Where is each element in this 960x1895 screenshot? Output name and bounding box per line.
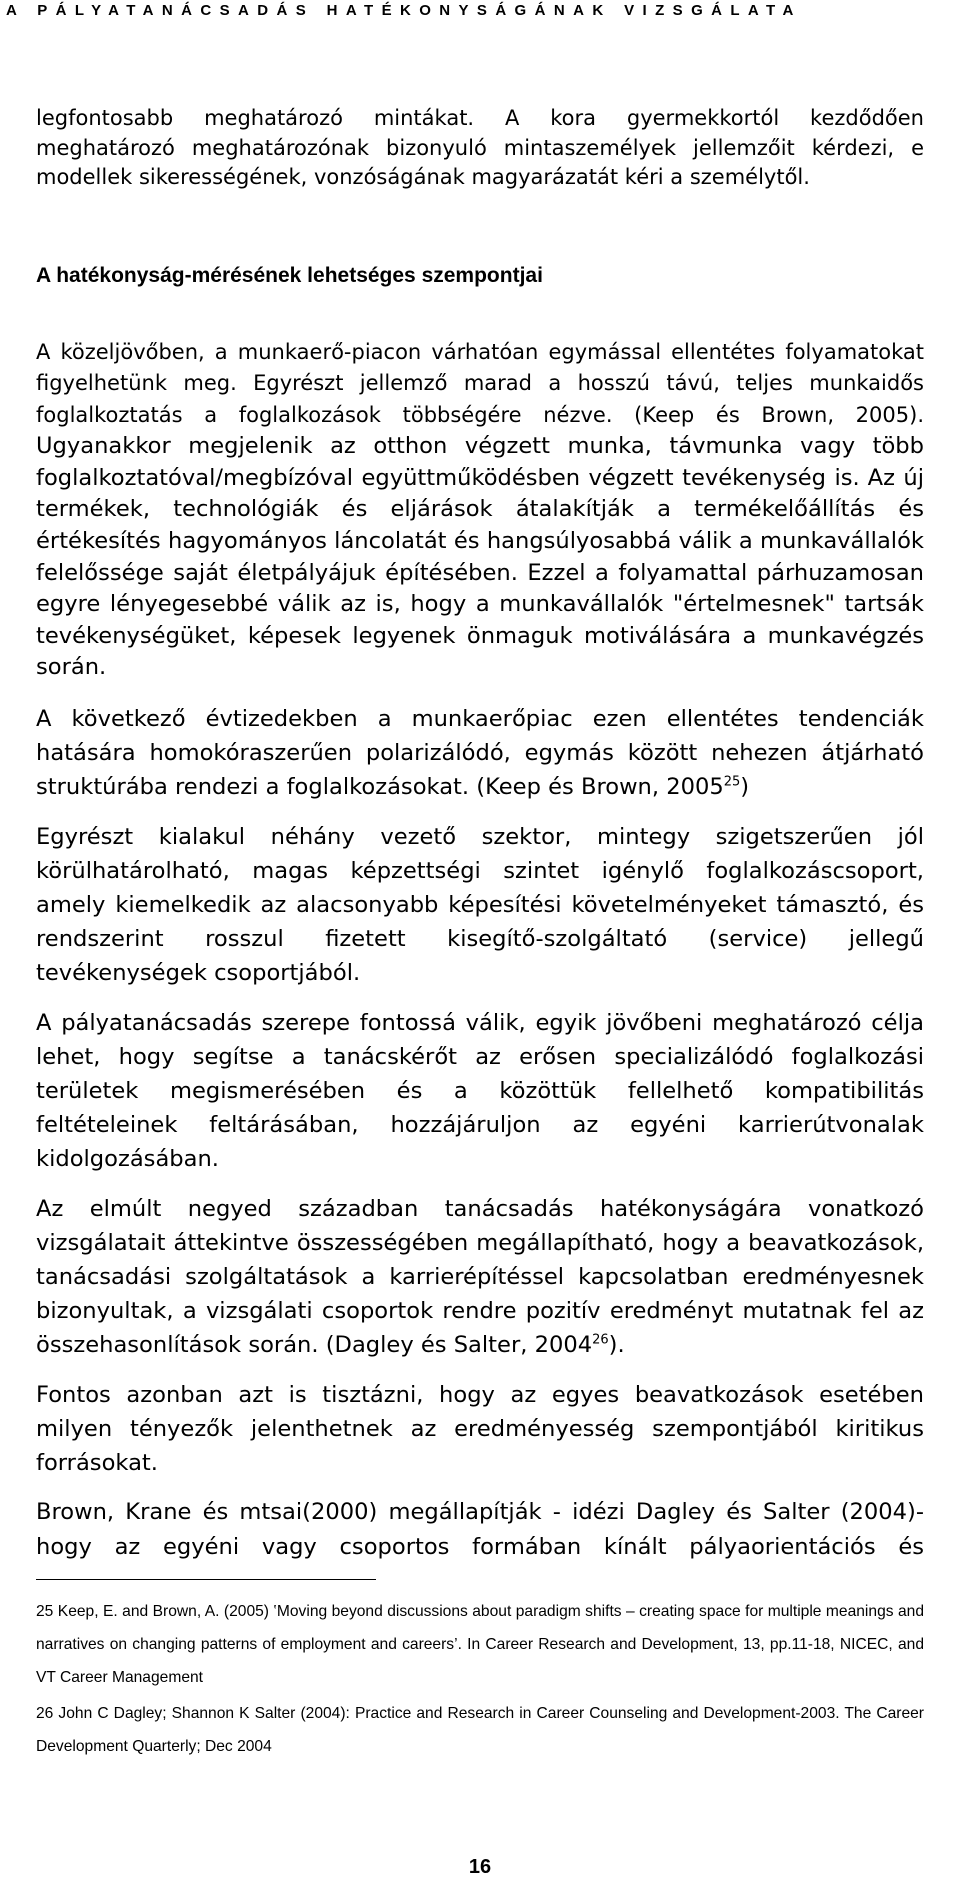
running-header: A PÁLYATANÁCSADÁS HATÉKONYSÁGÁNAK VIZSGÁLATA: [6, 2, 802, 19]
page-number: 16: [468, 1856, 492, 1878]
paragraph-labour-market-part1: A közeljövőben, a munkaerő-piacon várhatóan egymással ellentétes folyamatokat figyelhetünk meg. Egyrészt jellemző marad a hosszú távú, teljes munkaidős foglalkoztatás a foglalkozások többségére nézve. (Keep és Brown, 2005).: [36, 339, 924, 427]
paragraph-labour-market-part3: Az új termékek, technológiák és eljárások átalakítják a termékelőállítás és értékesítés hagyományos láncolatát és hangsúlyosabbá válik a munkavállalók felelőssége saját életpályájuk építésében. Ezzel a folyamattal párhuzamosan egyre lényegesebbé válik az is, hogy a munkavállalók "értelmesnek" tartsák tevékenységüket, képesek legyenek önmaguk motiválására a munkavégzés során.: [36, 464, 924, 681]
paragraph-effectiveness-end: ).: [608, 1332, 625, 1359]
body-text: [36, 104, 924, 1564]
intro-paragraph: legfontosabb meghatározó mintákat. A kora gyermekkortól kezdődően meghatározó meghatározónak bizonyuló mintaszemélyek jellemzőit kérdezi, e modellek sikerességének, vonzóságának magyarázatát kéri a személytől.: [36, 106, 924, 189]
paragraph-labour-market-part2: Ugyanakkor megjelenik az otthon végzett munka, távmunka vagy több foglalkoztatóval/megbízóval együttműködésben végzett tevékenység is.: [36, 433, 924, 491]
paragraph-polarization-text: A következő évtizedekben a munkaerőpiac ezen ellentétes tendenciák hatására homokóraszerűen polarizálódó, egymás között nehezen átjárható struktúrába rendezi a foglalkozásokat. (Keep és Brown, 2005: [36, 706, 924, 801]
paragraph-effectiveness: [36, 1192, 924, 1363]
paragraph-counseling-role: A pályatanácsadás szerepe fontossá válik, egyik jövőbeni meghatározó célja lehet, hogy segítse a tanácskérőt az erősen specializálódó foglalkozási területek megismerésében és a közöttük fellelhető kompatibilitás feltételeinek feltárásában, hozzájáruljon az egyéni karrierútvonalak kidolgozásában.: [36, 1009, 924, 1173]
footnote-ref-26[interactable]: 26: [592, 1332, 609, 1348]
paragraph-brown-krane: Brown, Krane és mtsai(2000) megállapítják - idézi Dagley és Salter (2004)- hogy az egyéni vagy csoportos formában kínált pályaorientációs és: [36, 1499, 924, 1560]
footnote-ref-25[interactable]: 25: [723, 774, 741, 790]
paragraph-effectiveness-text: Az elmúlt negyed században tanácsadás hatékonyságára vonatkozó vizsgálatait áttekintve összességében megállapítható, hogy a beavatkozások, tanácsadási szolgáltatások a karrierépítéssel kapcsolatban eredményesnek bizonyultak, a vizsgálati csoportok rendre pozitív eredményt mutatnak fel az összehasonlítások során. (Dagley és Salter, 2004: [36, 1195, 924, 1359]
paragraph-polarization: [36, 702, 924, 805]
footnote-separator: [36, 1579, 376, 1580]
footnote-25: 25 Keep, E. and Brown, A. (2005) ‛Moving beyond discussions about paradigm shifts – creating space for multiple meanings and narratives on changing patterns of employment and careers’. In Career Research and Development, 13, pp.11-18, NICEC, and VT Career Management: [36, 1603, 924, 1686]
footnotes: [36, 1595, 924, 1763]
paragraph-critical-factors: Fontos azonban azt is tisztázni, hogy az egyes beavatkozások esetében milyen tényezők jelenthetnek az eredményesség szempontjából kiritikus forrásokat.: [36, 1381, 924, 1477]
footnote-26: 26 John C Dagley; Shannon K Salter (2004): Practice and Research in Career Counseling and Development-2003. The Career Development Quarterly; Dec 2004: [36, 1705, 924, 1755]
paragraph-polarization-end: ): [740, 774, 750, 801]
section-heading: A hatékonyság-mérésének lehetséges szempontjai: [36, 263, 543, 287]
paragraph-labour-market: [36, 337, 924, 685]
paragraph-sectors: Egyrészt kialakul néhány vezető szektor, mintegy szigetszerűen jól körülhatárolható, magas képzettségi szintet igénylő foglalkozáscsoport, amely kiemelkedik az alacsonyabb képesítési követelményeket támasztó, és rendszerint rosszul fizetett kisegítő-szolgáltató (service) jellegű tevékenységek csoportjából.: [36, 823, 924, 987]
